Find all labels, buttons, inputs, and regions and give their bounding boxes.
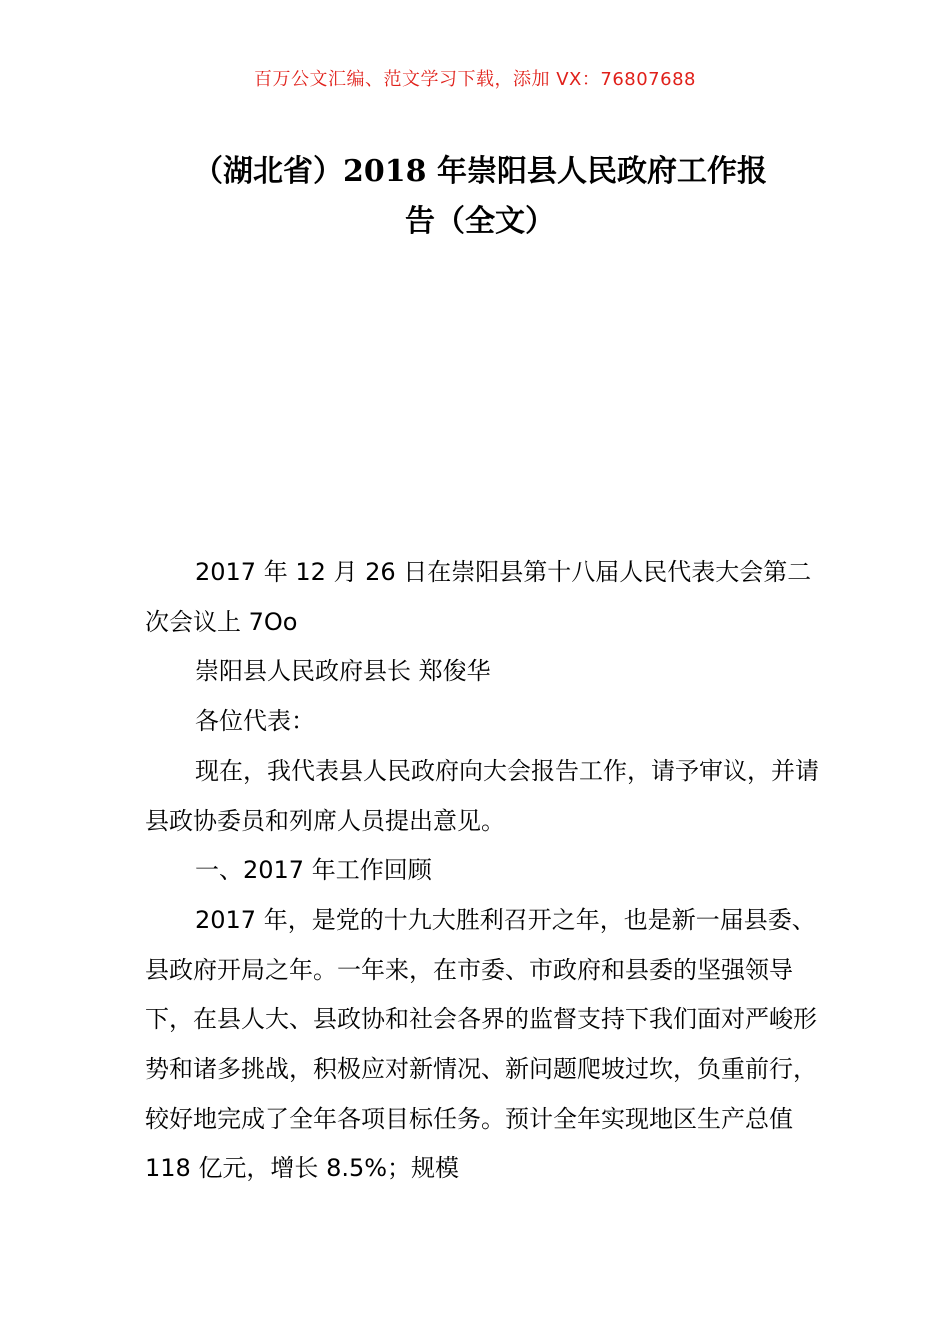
title-line-1: （湖北省）2018 年崇阳县人民政府工作报: [193, 154, 767, 189]
document-body: [145, 548, 835, 1194]
section-heading: 一、2017 年工作回顾: [195, 856, 432, 885]
meeting-info-paragraph: 2017 年 12 月 26 日在崇阳县第十八届人民代表大会第二次会议上 7Oo: [145, 558, 812, 636]
opening-paragraph: 现在，我代表县人民政府向大会报告工作，请予审议，并请县政协委员和列席人员提出意见。: [145, 756, 819, 835]
promo-header: 百万公文汇编、范文学习下载，添加 VX：76807688: [254, 69, 696, 90]
speaker-line: 崇阳县人民政府县长 郑俊华: [195, 657, 491, 686]
title-line-2: 告（全文）: [405, 204, 555, 239]
salutation: 各位代表：: [195, 707, 315, 736]
review-paragraph: 2017 年，是党的十九大胜利召开之年，也是新一届县委、县政府开局之年。一年来，在市委、市政府和县委的坚强领导下，在县人大、县政协和社会各界的监督支持下我们面对严峻形势和诸多挑战，积极应对新情况、新问题爬坡过坎，负重前行，较好地完成了全年各项目标任务。预计全年实现地区生产总值 118 亿元，增长 8.5%；规模: [145, 905, 817, 1183]
document-title: [145, 147, 815, 247]
